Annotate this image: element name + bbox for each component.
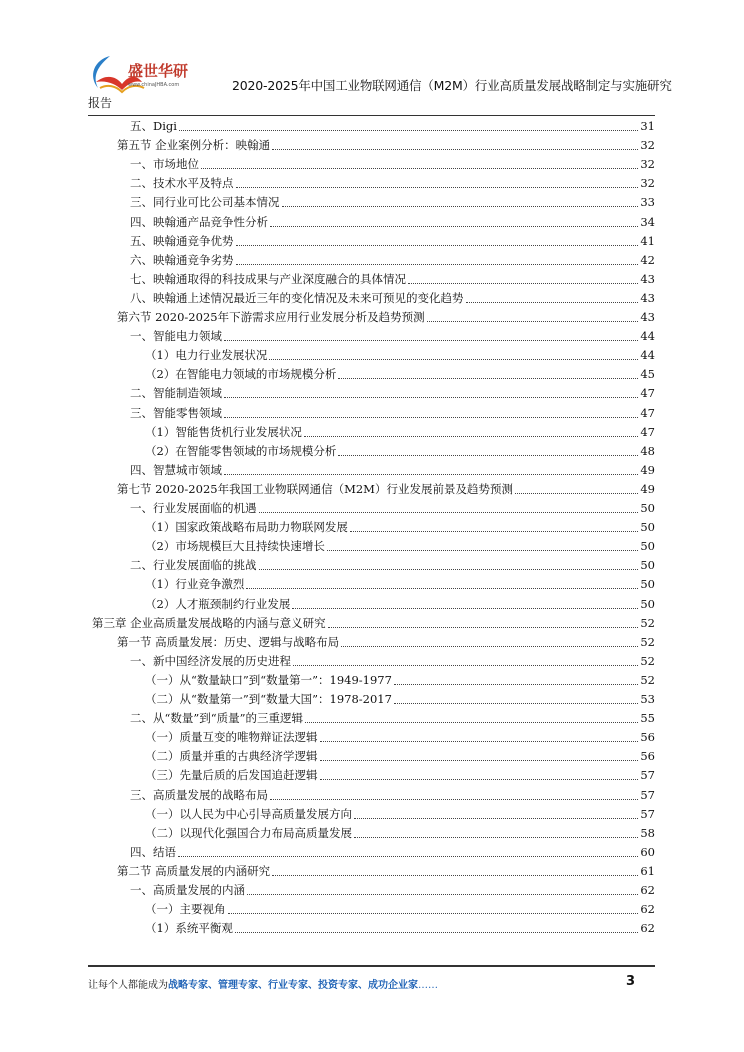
dot-leader xyxy=(304,436,639,437)
dot-leader xyxy=(341,646,638,647)
dot-leader xyxy=(201,168,638,169)
toc-entry[interactable] xyxy=(130,404,655,423)
toc-entry-page: 43 xyxy=(640,290,655,305)
svg-text:盛世华研: 盛世华研 xyxy=(128,62,189,80)
toc-entry-title: （一）从“数量缺口”到“数量第一”：1949-1977 xyxy=(145,672,392,687)
toc-entry[interactable] xyxy=(130,499,655,518)
dot-leader xyxy=(224,397,638,398)
toc-entry-title: 第二节 高质量发展的内涵研究 xyxy=(117,863,271,878)
toc-entry-page: 50 xyxy=(640,539,655,554)
report-title: 2020-2025年中国工业物联网通信（M2M）行业高质量发展战略制定与实施研究 xyxy=(232,78,672,93)
dot-leader xyxy=(394,684,638,685)
toc-entry-page: 57 xyxy=(640,787,655,802)
toc-entry[interactable] xyxy=(130,786,655,805)
toc-entry-page: 41 xyxy=(640,233,655,248)
toc-entry-page: 52 xyxy=(640,672,655,687)
toc-entry-title: 三、智能零售领域 xyxy=(130,405,222,420)
toc-entry-page: 62 xyxy=(640,883,655,897)
toc-entry-title: 三、同行业可比公司基本情况 xyxy=(130,195,280,210)
dot-leader xyxy=(179,130,638,131)
dot-leader xyxy=(408,283,638,284)
toc-entry-title: 二、从“数量”到“质量”的三重逻辑 xyxy=(130,711,304,726)
dot-leader xyxy=(466,302,639,303)
toc-entry[interactable] xyxy=(117,308,655,327)
dot-leader xyxy=(272,149,638,150)
toc-entry-page: 49 xyxy=(640,462,655,477)
dot-leader xyxy=(354,818,638,819)
toc-entry-page: 43 xyxy=(640,271,655,286)
toc-entry[interactable] xyxy=(130,709,655,728)
toc-entry-page: 61 xyxy=(640,863,655,878)
dot-leader xyxy=(270,226,638,227)
toc-entry[interactable] xyxy=(145,747,655,766)
toc-entry-title: （1）系统平衡观 xyxy=(145,921,233,936)
dot-leader xyxy=(224,417,638,418)
dot-leader xyxy=(354,837,638,838)
toc-entry[interactable] xyxy=(145,365,655,384)
toc-entry-page: 49 xyxy=(640,481,655,496)
toc-entry[interactable] xyxy=(145,728,655,747)
toc-entry-title: 一、市场地位 xyxy=(130,157,199,172)
toc-entry-page: 53 xyxy=(640,692,655,706)
toc-entry[interactable] xyxy=(145,575,655,594)
toc-entry-page: 58 xyxy=(640,825,655,840)
toc-entry[interactable] xyxy=(145,671,655,690)
dot-leader xyxy=(338,378,638,379)
toc-entry-title: （1）智能售货机行业发展状况 xyxy=(145,424,302,439)
toc-entry-title: 第五节 企业案例分析：映翰通 xyxy=(117,138,271,153)
toc-entry[interactable] xyxy=(130,461,655,480)
dot-leader xyxy=(224,340,638,341)
dot-leader xyxy=(235,932,639,933)
toc-entry-page: 32 xyxy=(640,176,655,191)
toc-entry-title: 七、映翰通取得的科技成果与产业深度融合的具体情况 xyxy=(130,271,406,286)
dot-leader xyxy=(247,894,638,895)
toc-entry-title: 八、映翰通上述情况最近三年的变化情况及未来可预见的变化趋势 xyxy=(130,290,464,305)
toc-entry-page: 50 xyxy=(640,558,655,573)
toc-entry-title: 第六节 2020-2025年下游需求应用行业发展分析及趋势预测 xyxy=(117,310,425,324)
toc-entry[interactable] xyxy=(145,537,655,556)
toc-entry-title: 五、Digi xyxy=(130,119,177,133)
toc-entry[interactable] xyxy=(130,117,655,136)
toc-entry-page: 50 xyxy=(640,596,655,611)
toc-entry[interactable] xyxy=(145,423,655,442)
dot-leader xyxy=(305,722,638,723)
dot-leader xyxy=(236,187,639,188)
toc-entry-title: 二、技术水平及特点 xyxy=(130,176,234,191)
toc-entry-title: （一）质量互变的唯物辩证法逻辑 xyxy=(145,730,318,745)
toc-entry-page: 42 xyxy=(640,252,655,267)
dot-leader xyxy=(427,321,639,322)
toc-entry-title: 一、高质量发展的内涵 xyxy=(130,883,245,897)
toc-entry-page: 34 xyxy=(640,214,655,229)
toc-entry-title: 一、新中国经济发展的历史进程 xyxy=(130,653,291,668)
dot-leader xyxy=(394,703,638,704)
toc-entry-title: （二）从“数量第一”到“数量大国”：1978-2017 xyxy=(145,692,392,706)
dot-leader xyxy=(270,799,638,800)
toc-entry-title: 一、行业发展面临的机遇 xyxy=(130,501,257,515)
toc-entry-title: 第一节 高质量发展：历史、逻辑与战略布局 xyxy=(117,634,340,649)
dot-leader xyxy=(328,627,639,628)
toc-entry-page: 50 xyxy=(640,577,655,592)
dot-leader xyxy=(228,913,639,914)
toc-entry[interactable] xyxy=(130,652,655,671)
toc-entry-page: 52 xyxy=(640,615,655,630)
toc-entry-title: （1）行业竞争激烈 xyxy=(145,577,245,592)
toc-entry-page: 43 xyxy=(640,310,655,324)
toc-entry-page: 56 xyxy=(640,730,655,745)
svg-text:www.chinaJHBA.com: www.chinaJHBA.com xyxy=(128,82,180,88)
dot-leader xyxy=(327,550,639,551)
dot-leader xyxy=(350,531,639,532)
toc-entry-page: 50 xyxy=(640,520,655,535)
report-title-continued: 报告 xyxy=(88,96,113,110)
dot-leader xyxy=(292,608,638,609)
dot-leader xyxy=(338,455,638,456)
page-number: 3 xyxy=(626,974,636,989)
dot-leader xyxy=(320,741,639,742)
toc-entry-title: 二、智能制造领域 xyxy=(130,386,222,401)
toc-entry[interactable] xyxy=(145,442,655,461)
toc-entry[interactable] xyxy=(145,805,655,824)
toc-entry-title: 四、映翰通产品竞争性分析 xyxy=(130,214,268,229)
toc-entry-page: 52 xyxy=(640,634,655,649)
toc-entry-title: 三、高质量发展的战略布局 xyxy=(130,787,268,802)
toc-entry[interactable] xyxy=(130,193,655,212)
dot-leader xyxy=(246,588,638,589)
toc-entry[interactable] xyxy=(130,270,655,289)
toc-entry[interactable] xyxy=(130,881,655,900)
toc-entry-title: 四、智慧城市领域 xyxy=(130,462,222,477)
dot-leader xyxy=(320,779,639,780)
toc-entry-title: 第七节 2020-2025年我国工业物联网通信（M2M）行业发展前景及趋势预测 xyxy=(117,481,513,496)
toc-entry-page: 47 xyxy=(640,424,655,439)
toc-entry-title: （二）质量并重的古典经济学逻辑 xyxy=(145,749,318,764)
toc-entry[interactable] xyxy=(130,232,655,251)
header-divider xyxy=(88,115,655,116)
toc-entry[interactable] xyxy=(130,289,655,308)
toc-entry-page: 32 xyxy=(640,138,655,153)
toc-entry-title: （1）电力行业发展状况 xyxy=(145,348,268,363)
toc-entry-page: 47 xyxy=(640,405,655,420)
slogan-highlight: 战略专家、管理专家、行业专家、投资专家、成功企业家 xyxy=(168,980,418,991)
toc-entry-page: 50 xyxy=(640,501,655,515)
toc-entry-title: （2）市场规模巨大且持续快速增长 xyxy=(145,539,325,554)
toc-entry[interactable] xyxy=(145,766,655,785)
toc-entry-title: 一、智能电力领域 xyxy=(130,329,222,344)
toc-entry[interactable] xyxy=(145,824,655,843)
dot-leader xyxy=(259,512,639,513)
toc-entry-page: 32 xyxy=(640,157,655,172)
toc-entry[interactable] xyxy=(130,155,655,174)
toc-entry[interactable] xyxy=(130,843,655,862)
toc-entry-title: 六、映翰通竞争劣势 xyxy=(130,252,234,267)
toc-entry-page: 44 xyxy=(640,348,655,363)
toc-entry[interactable] xyxy=(130,384,655,403)
toc-entry[interactable] xyxy=(130,213,655,232)
toc-entry-page: 52 xyxy=(640,653,655,668)
toc-entry[interactable] xyxy=(145,595,655,614)
toc-entry[interactable] xyxy=(130,556,655,575)
toc-entry[interactable] xyxy=(145,518,655,537)
toc-entry-title: 五、映翰通竞争优势 xyxy=(130,233,234,248)
dot-leader xyxy=(259,569,639,570)
toc-entry[interactable] xyxy=(130,327,655,346)
toc-entry-page: 62 xyxy=(640,902,655,917)
toc-entry[interactable] xyxy=(130,251,655,270)
dot-leader xyxy=(269,359,638,360)
toc-entry-title: 二、行业发展面临的挑战 xyxy=(130,558,257,573)
toc-entry-page: 60 xyxy=(640,844,655,859)
slogan-prefix: 让每个人都能成为 xyxy=(88,980,168,991)
toc-entry-title: （2）人才瓶颈制约行业发展 xyxy=(145,596,291,611)
toc-entry[interactable] xyxy=(117,862,655,881)
toc-entry-title: （2）在智能零售领域的市场规模分析 xyxy=(145,443,337,458)
toc-entry[interactable] xyxy=(92,614,655,633)
dot-leader xyxy=(236,245,639,246)
dot-leader xyxy=(178,856,638,857)
toc-entry-page: 55 xyxy=(640,711,655,726)
toc-entry[interactable] xyxy=(145,919,655,938)
toc-entry-page: 48 xyxy=(640,443,655,458)
toc-entry-title: （1）国家政策战略布局助力物联网发展 xyxy=(145,520,348,535)
dot-leader xyxy=(272,875,638,876)
toc-entry-page: 62 xyxy=(640,921,655,936)
toc-entry-page: 47 xyxy=(640,386,655,401)
dot-leader xyxy=(515,493,638,494)
dot-leader xyxy=(236,264,639,265)
toc-entry-page: 45 xyxy=(640,367,655,382)
toc-entry-title: （2）在智能电力领域的市场规模分析 xyxy=(145,367,337,382)
toc-entry-title: （一）主要视角 xyxy=(145,902,226,917)
toc-entry-title: （三）先量后质的后发国追赶逻辑 xyxy=(145,768,318,783)
toc-entry[interactable] xyxy=(117,633,655,652)
dot-leader xyxy=(293,665,638,666)
dot-leader xyxy=(320,760,639,761)
dot-leader xyxy=(224,474,638,475)
slogan-suffix: …… xyxy=(418,980,438,991)
toc-entry[interactable] xyxy=(117,136,655,155)
toc-entry-page: 31 xyxy=(640,119,655,133)
company-logo xyxy=(88,52,218,98)
toc-entry-page: 56 xyxy=(640,749,655,764)
toc-entry[interactable] xyxy=(130,174,655,193)
dot-leader xyxy=(282,206,639,207)
footer-divider xyxy=(88,965,655,967)
footer-slogan xyxy=(88,976,438,991)
toc-entry[interactable] xyxy=(145,346,655,365)
toc-entry-page: 33 xyxy=(640,195,655,210)
toc-entry-page: 57 xyxy=(640,806,655,821)
toc-entry[interactable] xyxy=(145,900,655,919)
toc-entry-page: 44 xyxy=(640,329,655,344)
toc-entry[interactable] xyxy=(117,480,655,499)
toc-entry-page: 57 xyxy=(640,768,655,783)
toc-entry-title: 第三章 企业高质量发展战略的内涵与意义研究 xyxy=(92,615,326,630)
toc-entry-title: 四、结语 xyxy=(130,844,176,859)
toc-entry-title: （一）以人民为中心引导高质量发展方向 xyxy=(145,806,352,821)
toc-entry[interactable] xyxy=(145,690,655,709)
toc-entry-title: （二）以现代化强国合力布局高质量发展 xyxy=(145,825,352,840)
